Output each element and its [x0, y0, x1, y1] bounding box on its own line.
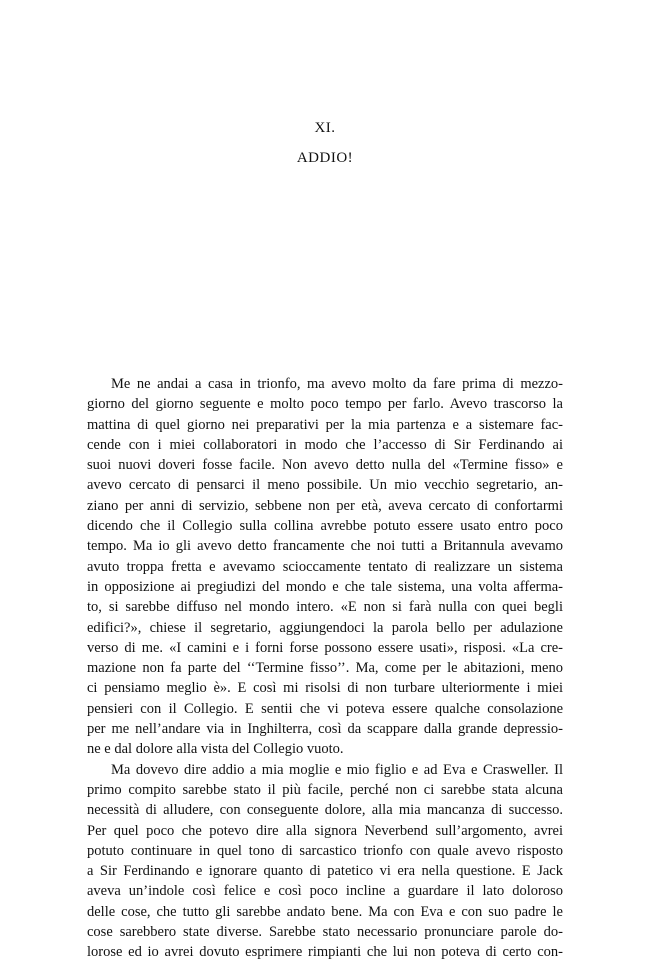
text-line: suoi nuovi doveri fosse facile. Non avevo detto nulla del «Termine fisso» e — [87, 457, 563, 474]
text-line: Me ne andai a casa in trionfo, ma avevo molto da fare prima di mezzo- — [111, 376, 563, 392]
text-line: Ma dovevo dire addio a mia moglie e mio figlio e ad Eva e Crasweller. Il — [111, 761, 563, 778]
text-line: lorose ed io avrei dovuto esprimere rimpianti che lui non poteva di certo con- — [87, 944, 563, 961]
text-line: Per quel poco che potevo dire alla signora Neverbend sull’argomento, avrei — [87, 822, 563, 839]
text-line: cende con i miei collaboratori in modo che l’accesso di Sir Ferdinando ai — [87, 436, 563, 453]
text-line: aveva un’indole così felice e così poco incline a guardare il lato doloroso — [87, 883, 563, 900]
text-line: per me nell’andare via in Inghilterra, così da scappare dalla grande depressio- — [87, 721, 563, 738]
text-line: tempo. Ma io gli avevo detto francamente che noi tutti a Britannula avevamo — [87, 538, 563, 555]
text-line: dicendo che il Collegio sulla collina avrebbe potuto essere usato entro poco — [87, 518, 563, 535]
chapter-title: ADDIO! — [296, 150, 354, 166]
text-line: ziano per anni di servizio, sebbene non per età, aveva cercato di confortarmi — [87, 497, 563, 514]
body-text — [87, 374, 563, 963]
chapter-number: XI. — [314, 120, 336, 136]
text-line: avevo cercato di pensarci il meno possibile. Un mio vecchio segretario, an- — [87, 477, 563, 494]
text-line: mattina di quel giorno nei preparativi per la mia partenza e a sistemare fac- — [87, 416, 563, 433]
text-line: mazione non fa parte del ‘‘Termine fisso’’. Ma, come per le abitazioni, meno — [87, 660, 563, 677]
text-line: ne e dal dolore alla vista del Collegio vuoto. — [87, 741, 344, 758]
text-line: potuto continuare in quel tono di sarcastico trionfo con quale avevo risposto — [87, 842, 563, 859]
text-line: primo compito sarebbe stato il più facile, perché non ci sarebbe stata alcuna — [87, 781, 563, 798]
text-line: cose sarebbero state diverse. Sarebbe stato necessario pronunciare parole do- — [87, 924, 563, 941]
paragraph — [87, 760, 563, 963]
text-line: avuto troppa fretta e avevamo scioccamente tentato di realizzare un sistema — [87, 558, 563, 575]
text-line: to, si sarebbe diffuso nel mondo intero. «E non si farà nulla con quei begli — [87, 599, 563, 616]
text-line: edifici?», chiese il segretario, aggiungendoci la parola bello per adulazione — [87, 619, 563, 636]
text-line: giorno del giorno seguente e molto poco tempo per farlo. Avevo trascorso la — [87, 396, 563, 413]
text-line: ci pensiamo meglio è». E così mi risolsi di non turbare ulteriormente i miei — [87, 680, 563, 697]
paragraph — [87, 374, 563, 760]
text-line: pensieri con il Collegio. E sentii che vi poteva essere qualche consolazione — [87, 700, 563, 717]
text-line: verso di me. «I camini e i forni forse possono essere usati», risposi. «La cre- — [87, 639, 563, 656]
text-line: delle cose, che tutto gli sarebbe andato bene. Ma con Eva e con suo padre le — [87, 903, 563, 920]
text-line: necessità di alludere, con conseguente dolore, alla mia mancanza di successo. — [87, 802, 563, 819]
text-line: a Sir Ferdinando e ignorare quanto di patetico vi era nella questione. E Jack — [87, 863, 563, 880]
text-line: in opposizione ai pregiudizi del mondo e che tale sistema, una volta afferma- — [87, 578, 563, 595]
